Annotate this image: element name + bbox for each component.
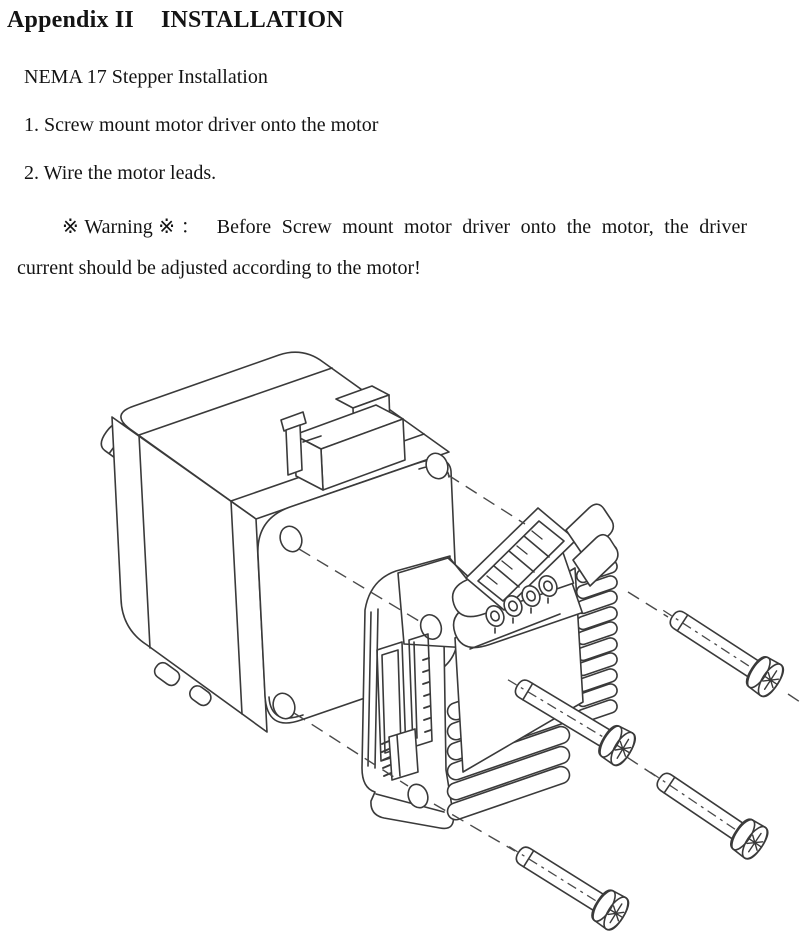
warning-line-2: current should be adjusted according to the motor!	[17, 257, 421, 279]
subtitle: NEMA 17 Stepper Installation	[24, 66, 268, 88]
mounting-screw	[653, 595, 787, 700]
exploded-view-drawing	[0, 325, 800, 945]
step-2-text: 2. Wire the motor leads.	[24, 162, 217, 184]
warning-line-1	[62, 210, 747, 239]
step-1-text: 1. Screw mount motor driver onto the motor	[24, 114, 379, 136]
warning-marker: ※Warning※：	[62, 216, 207, 238]
mounting-screw	[499, 831, 632, 933]
mounting-screw	[640, 757, 772, 863]
installation-title: INSTALLATION	[160, 7, 344, 33]
warning-text: Before Screw mount motor driver onto the motor, the driver	[216, 216, 748, 238]
installation-figure	[0, 325, 800, 945]
page-title	[7, 7, 344, 34]
appendix-label: Appendix II	[7, 7, 134, 33]
